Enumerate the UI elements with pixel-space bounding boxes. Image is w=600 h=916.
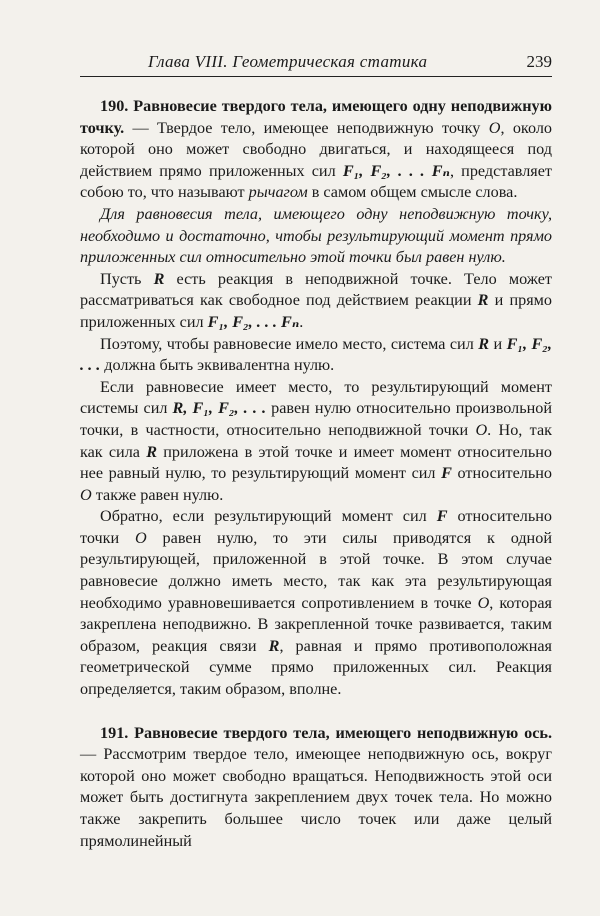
paragraph-reaction (80, 269, 552, 334)
forces-symbol: F₁, F₂, . . . Fₙ (207, 312, 300, 331)
text-run: и прямо приложенных сил (80, 291, 552, 331)
text-run: Если равновесие имеет место, то результирующий момент системы сил (80, 377, 552, 418)
forces-symbol: F₁, F₂, . . . Fₙ (342, 161, 450, 180)
theorem-statement: Для равновесия тела, имеющего одну неподвижную точку, необходимо и достаточно, чтобы результирующий момент прямо приложенных сил относительно этой точки был равен нулю. (80, 204, 552, 267)
text-run: относительно (451, 464, 552, 483)
reaction-symbol: R (146, 442, 157, 461)
text-run: относительно точки (80, 507, 552, 547)
reaction-symbol: R (153, 269, 165, 288)
text-run: , представляет собою то, что называют (80, 161, 552, 202)
text-run: должна быть эквивалентна нулю. (100, 356, 335, 375)
reaction-symbol: R (477, 291, 489, 310)
text-run: . Но, так как сила (80, 420, 552, 461)
point-symbol: O (475, 420, 488, 439)
section-190-heading: 190. Равновесие твердого тела, имеющего одну неподвижную точку. (80, 97, 552, 137)
text-run: . (299, 312, 304, 331)
section-191-heading: 191. Равновесие твердого тела, имеющего неподвижную ось. (100, 723, 552, 742)
forces-symbol: F₁, F₂, . . . (80, 334, 552, 375)
point-symbol: O (135, 528, 147, 547)
text-run: приложена в этой точке и имеет момент относительно нее равный нулю, то результирующий момент сил (80, 442, 552, 483)
text-run: равен нулю относительно произвольной точки, в частности, относительно неподвижной точки (80, 399, 552, 439)
forces-symbol: R, F₁, F₂, . . . (172, 399, 267, 418)
text-run: — Рассмотрим твердое тело, имеющее неподвижную ось, вокруг которой оно может свободно вращаться. Неподвижность этой оси может быть достигнута закреплением двух точек тела. Но можно также закрепить большее число точек или даже целый прямолинейный (80, 745, 552, 850)
page-number: 239 (526, 52, 552, 71)
paragraph-equivalence (80, 334, 552, 377)
point-symbol: O (488, 118, 501, 137)
term-lever: рычагом (248, 183, 308, 202)
text-run: также равен нулю. (91, 485, 224, 504)
reaction-symbol: R (478, 334, 490, 353)
text-run: Обратно, если результирующий момент сил (100, 507, 437, 526)
section-191-intro (80, 723, 552, 853)
text-run: — Твердое тело, имеющее неподвижную точку (124, 118, 489, 137)
paragraph-necessity (80, 377, 552, 507)
text-run: есть реакция в неподвижной точке. Тело может рассматриваться как свободное под действием реакции (80, 269, 552, 310)
page-header (80, 50, 552, 77)
text-run: в самом общем смысле слова. (307, 183, 518, 202)
page-content (80, 96, 552, 852)
text-run: равен нулю, то эти силы приводятся к одной результирующей, приложенной в этой точке. В этом случае равновесие должно иметь место, так как эта результирующая необходимо уравновешивается сопротивлением в точке (80, 528, 552, 612)
paragraph-sufficiency (80, 506, 552, 700)
point-symbol: O (477, 593, 490, 612)
point-symbol: O (80, 485, 92, 504)
forces-symbol: F (441, 464, 452, 483)
running-title: Глава VIII. Геометрическая статика (148, 52, 428, 71)
text-run: , которая закреплена неподвижно. В закрепленной точке развивается, таким образом, реакция связи (80, 593, 552, 655)
text-run: , около которой оно может свободно двигаться, и находящееся под действием прямо приложенных сил (80, 118, 553, 180)
reaction-symbol: R (268, 636, 280, 655)
forces-symbol: F (436, 507, 448, 526)
text-run: и (489, 334, 507, 353)
text-run: Поэтому, чтобы равновесие имело место, система сил (100, 334, 479, 353)
section-190-intro (80, 96, 552, 204)
text-run: , равная и прямо противоположная геометрической сумме прямо приложенных сил. Реакция определяется, таким образом, вполне. (80, 636, 552, 699)
text-run: Пусть (100, 269, 154, 288)
